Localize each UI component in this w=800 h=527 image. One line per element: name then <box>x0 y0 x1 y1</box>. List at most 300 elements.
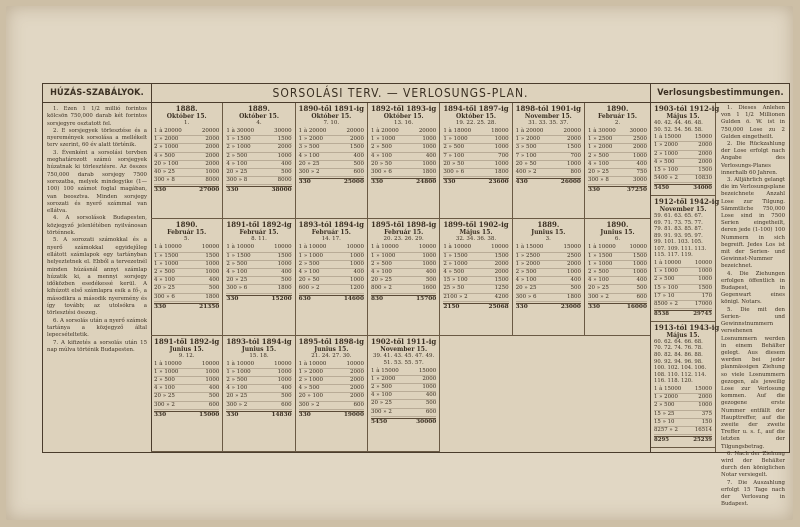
prize-row <box>154 377 219 385</box>
prize-row <box>154 153 219 161</box>
draw-date: Október 15. <box>239 113 279 120</box>
prize-rows <box>588 244 647 301</box>
draw-years: 1893-tól 1894-ig <box>298 220 364 230</box>
prize-row <box>371 409 436 417</box>
prize-count: 1 à 10000 <box>370 244 399 251</box>
prize-total: 400 <box>636 160 647 167</box>
prize-count: 1 » 1000 <box>226 368 251 375</box>
prize-total: 10000 <box>491 244 509 251</box>
total-amount: 19000 <box>343 411 364 418</box>
draw-cell <box>368 336 440 452</box>
draw-date: Május 15. <box>459 229 493 237</box>
draw-total <box>588 303 647 312</box>
prize-total: 1000 <box>349 277 364 284</box>
draw-numbers: 19. 22. 25. 28. <box>455 120 497 126</box>
prize-count: 300 » 6 <box>154 293 175 300</box>
draw-total <box>588 186 647 195</box>
prize-row <box>443 144 508 152</box>
prize-total: 1000 <box>277 260 292 267</box>
prize-total: 10000 <box>274 360 292 367</box>
prize-total: 600 <box>636 293 647 300</box>
prize-row <box>443 269 508 277</box>
prize-row <box>371 392 436 400</box>
prize-row <box>654 134 712 142</box>
prize-count: 1 à 18000 <box>443 128 472 134</box>
prize-total: 400 <box>281 268 292 275</box>
prize-row <box>654 276 712 284</box>
prize-total: 18000 <box>491 128 509 134</box>
prize-total: 500 <box>208 285 220 292</box>
prize-total: 1500 <box>494 252 509 259</box>
prize-row <box>226 277 291 285</box>
prize-row <box>299 169 364 177</box>
prize-count: 2 » 500 <box>443 144 465 151</box>
draw-cell <box>151 219 223 335</box>
prize-total: 700 <box>498 152 509 159</box>
prize-count: 1 » 2000 <box>298 368 324 375</box>
prize-count: 20 » 25 <box>370 400 392 407</box>
prize-row <box>516 136 581 144</box>
prize-row <box>588 161 647 169</box>
prize-rows <box>371 128 436 177</box>
draw-years: 1903-tól 1912-ig <box>654 104 720 113</box>
prize-total: 1200 <box>349 285 364 292</box>
draw-cell <box>651 103 720 196</box>
prize-row <box>443 161 508 169</box>
prize-total: 1000 <box>698 276 712 283</box>
draw-years: 1890. <box>606 104 629 113</box>
draw-total <box>516 178 581 187</box>
prize-rows <box>516 244 581 301</box>
prize-row <box>154 402 219 410</box>
prize-count: 2 » 1000 <box>654 150 678 157</box>
prize-row <box>443 294 508 302</box>
prize-row <box>154 261 219 269</box>
prize-count: 1 à 15000 <box>515 244 544 251</box>
total-amount: 14600 <box>343 295 364 302</box>
prize-total: 1000 <box>698 402 712 409</box>
rule-paragraph: 3. Alljährlich gelangt die im Verlosungsplane bezeichnete Anzahl Lose zur Tilgung. Sämmtliche 750,000 Lose sind in 7500 Serien eingetheilt, deren jede (1-100) 100 Nummern in sich begreift. Jedes Los ist mit der Serien- und Gewinnst-Nummer bezeichnet. <box>721 177 785 270</box>
prize-count: 15 » 100 <box>654 284 678 291</box>
prize-count: 15 » 10 <box>654 418 675 425</box>
prize-row <box>154 136 219 144</box>
prize-count: 2 » 1000 <box>226 144 251 151</box>
prize-count: 5400 » 2 <box>654 175 678 182</box>
prize-count: 15 » 100 <box>443 277 468 284</box>
prize-rows <box>371 368 436 417</box>
prize-total: 1500 <box>205 252 220 259</box>
prize-count: 4 » 100 <box>370 152 392 159</box>
prize-total: 500 <box>281 169 292 176</box>
draw-date: Október 15. <box>383 113 424 120</box>
draw-date: Október 15. <box>311 113 352 120</box>
draw-years: 1913-tól 1943-ig <box>654 322 720 332</box>
prize-total: 10000 <box>274 244 292 251</box>
prize-row <box>226 377 291 385</box>
prize-row <box>154 294 219 302</box>
total-amount: 29745 <box>693 311 712 318</box>
prize-count: 1 » 1000 <box>154 260 179 267</box>
prize-row <box>226 402 291 410</box>
prize-count: 1 » 1000 <box>154 368 179 375</box>
prize-total: 10000 <box>694 260 712 267</box>
prize-count: 1 à 10000 <box>443 244 472 251</box>
prize-total: 1800 <box>494 169 509 176</box>
rule-paragraph: 2. Die Rückzahlung der Lose erfolgt nach Angabe des Verlosungs-Planes innerhalb 60 Jahren. <box>721 141 785 176</box>
prize-count: 1 à 10000 <box>298 244 327 251</box>
draw-cell <box>151 336 223 452</box>
prize-count: 1 » 1500 <box>226 252 251 259</box>
draw-total <box>299 178 364 187</box>
prize-count: 1 » 2500 <box>515 252 540 259</box>
prize-rows <box>154 361 219 410</box>
total-lots: 330 <box>226 295 239 302</box>
prize-count: 2 » 1000 <box>154 144 179 151</box>
draw-cell <box>585 219 650 335</box>
prize-total: 600 <box>281 401 292 408</box>
draw-years: 1889. <box>537 220 560 230</box>
prize-total: 1600 <box>422 285 437 292</box>
draw-total <box>226 411 291 420</box>
prize-row <box>299 361 364 369</box>
prize-count: 300 » 2 <box>226 401 248 408</box>
prize-total: 1500 <box>566 144 581 151</box>
prize-rows <box>443 244 508 301</box>
prize-row <box>226 369 291 377</box>
prize-count: 4 » 100 <box>154 385 175 392</box>
prize-row <box>226 285 291 293</box>
prize-total: 10000 <box>346 244 364 251</box>
prize-total: 1500 <box>698 284 712 291</box>
prize-row <box>154 285 219 293</box>
rules-column-hungarian <box>43 84 152 452</box>
total-amount: 25000 <box>343 179 364 186</box>
prize-count: 1 à 10000 <box>226 244 255 251</box>
draw-years: 1890. <box>606 220 629 230</box>
prize-count: 3 » 500 <box>515 144 537 151</box>
prize-total: 1000 <box>494 136 509 143</box>
prize-row <box>154 361 219 369</box>
prize-row <box>299 153 364 161</box>
prize-count: 7 » 100 <box>515 152 537 159</box>
prize-row <box>371 136 436 144</box>
prize-row <box>299 136 364 144</box>
prize-count: 20 » 25 <box>587 285 609 292</box>
prize-total: 10000 <box>629 244 647 251</box>
draw-date: Junius 15. <box>241 345 277 353</box>
prize-row <box>371 384 436 392</box>
total-lots: 330 <box>370 179 384 186</box>
plan-column <box>151 84 650 452</box>
total-lots: 330 <box>154 411 167 418</box>
draw-years: 1889. <box>248 104 270 113</box>
prize-total: 2000 <box>349 368 364 375</box>
prize-row <box>299 402 364 410</box>
prize-total: 15000 <box>418 367 437 374</box>
prize-row <box>588 253 647 261</box>
prize-count: 2 » 1000 <box>298 377 324 384</box>
prize-total: 400 <box>425 152 437 159</box>
prize-count: 4 » 100 <box>298 268 320 275</box>
prize-count: 4 » 500 <box>154 152 175 159</box>
prize-count: 1 » 1500 <box>226 136 251 143</box>
prize-row <box>371 368 436 376</box>
total-amount: 34000 <box>693 185 712 192</box>
prize-total: 2000 <box>698 394 712 401</box>
prize-total: 15000 <box>694 134 712 141</box>
prize-row <box>654 419 712 427</box>
prize-row <box>443 136 508 144</box>
prize-row <box>371 144 436 152</box>
rule-paragraph: 1. Dieses Anlehen von 1 1/2 Millionen Gulden ö. W. ist in 750,000 Lose zu 2 Gulden eingetheilt. <box>721 105 785 140</box>
prize-total: 400 <box>208 277 220 284</box>
draw-total <box>443 178 508 187</box>
prize-count: 1 » 2500 <box>587 136 613 143</box>
prize-count: 2 » 500 <box>515 268 537 275</box>
draw-years: 1888. <box>175 104 198 113</box>
draw-date: November 15. <box>659 205 707 213</box>
draw-years: 1895-től 1898-ig <box>298 336 364 346</box>
prize-count: 4 » 500 <box>298 385 320 392</box>
prize-count: 4 » 100 <box>587 160 609 167</box>
prize-count: 4 » 100 <box>226 160 248 167</box>
prize-row <box>299 369 364 377</box>
prize-total: 1500 <box>633 252 647 259</box>
prize-row <box>371 153 436 161</box>
draw-numbers: 4. <box>256 120 262 126</box>
prize-total: 400 <box>353 152 364 159</box>
draw-cell <box>585 103 650 219</box>
prize-total: 2000 <box>422 375 437 382</box>
prize-total: 2000 <box>205 136 220 143</box>
draw-years: 1892-től 1893-ig <box>370 104 437 113</box>
total-lots: 330 <box>515 303 528 310</box>
prize-count: 20 » 50 <box>515 160 537 167</box>
total-lots: 2150 <box>443 303 460 310</box>
prize-count: 4 » 100 <box>226 385 248 392</box>
prize-total: 750 <box>636 169 647 176</box>
prize-count: 4 » 100 <box>370 268 392 275</box>
prize-total: 2000 <box>205 160 220 167</box>
draw-years: 1894-től 1897-ig <box>443 104 509 113</box>
prize-count: 1 » 1000 <box>298 252 324 259</box>
prize-total: 1000 <box>422 160 437 167</box>
prize-total: 2500 <box>633 136 647 143</box>
plan-late-draws <box>651 103 720 452</box>
prize-row <box>226 169 291 177</box>
prize-row <box>654 386 712 394</box>
prize-row <box>588 277 647 285</box>
total-lots: 330 <box>587 187 601 194</box>
prize-count: 4 » 500 <box>654 158 675 165</box>
prize-row <box>154 369 219 377</box>
prize-total: 2000 <box>698 158 712 165</box>
prize-total: 8000 <box>277 177 292 184</box>
rules-title-hungarian: HÚZÁS-SZABÁLYOK. <box>43 84 151 103</box>
draw-years: 1891-től 1892-ig <box>226 220 292 230</box>
draw-numbers: 13. 16. <box>394 120 414 126</box>
prize-row <box>154 385 219 393</box>
rule-paragraph: 1. Ezen 1 1/2 millió forintos kölcsön 750,000 darab két forintos sorsjegyre osztatott fel. <box>47 106 147 127</box>
prize-count: 1 » 1000 <box>587 260 613 267</box>
plan-grid <box>151 103 650 452</box>
prize-count: 20 » 25 <box>226 169 248 176</box>
prize-row <box>516 144 581 152</box>
prize-rows <box>516 128 581 177</box>
prize-count: 20 » 25 <box>154 285 175 292</box>
draw-cell <box>440 219 512 335</box>
prize-total: 500 <box>281 393 292 400</box>
draw-total <box>299 411 364 420</box>
prize-total: 600 <box>425 408 437 415</box>
prize-total: 8000 <box>205 177 220 184</box>
prize-total: 3000 <box>633 177 647 184</box>
prize-row <box>299 269 364 277</box>
prize-rows <box>588 128 647 185</box>
prize-count: 1 » 1000 <box>370 252 396 259</box>
prize-count: 300 » 2 <box>587 293 609 300</box>
prize-count: 2 » 500 <box>370 144 392 151</box>
prize-total: 2000 <box>566 260 581 267</box>
prize-row <box>299 377 364 385</box>
prize-total: 2000 <box>633 144 647 151</box>
prize-row <box>516 128 581 136</box>
prize-total: 1000 <box>633 152 647 159</box>
rules-title-german: Verlosungsbestimmungen. <box>651 84 790 103</box>
prize-row <box>371 376 436 384</box>
prize-total: 2500 <box>566 252 581 259</box>
draw-cell <box>651 322 720 448</box>
prize-row <box>588 128 647 136</box>
prize-total: 15000 <box>563 244 581 251</box>
prize-count: 800 » 2 <box>370 285 392 292</box>
prize-rows <box>299 128 364 177</box>
prize-row <box>516 285 581 293</box>
total-amount: 38000 <box>271 187 292 194</box>
prize-total: 2000 <box>349 393 364 400</box>
draw-numbers: 32. 34. 36. 38. <box>455 236 497 243</box>
prize-count: 1 à 15000 <box>370 367 399 374</box>
prize-row <box>443 253 508 261</box>
prize-total: 1000 <box>422 384 437 391</box>
prize-total: 600 <box>353 401 364 408</box>
prize-count: 4 » 100 <box>587 277 609 284</box>
draw-years: 1893-tól 1894-ig <box>226 336 292 346</box>
prize-row <box>654 411 712 419</box>
prize-row <box>588 261 647 269</box>
draw-years: 1898-tól 1901-ig <box>515 104 581 113</box>
prize-count: 300 » 6 <box>515 293 537 300</box>
prize-count: 2 » 500 <box>298 260 320 267</box>
total-amount: 14830 <box>271 411 292 418</box>
prize-total: 1000 <box>494 160 509 167</box>
draw-numbers: 6. <box>614 236 621 243</box>
total-amount: 26000 <box>560 179 581 186</box>
draw-date: Junius 15. <box>531 229 566 237</box>
prize-count: 400 » 2 <box>515 169 537 176</box>
prize-total: 1500 <box>349 144 364 151</box>
prize-count: 20 » 25 <box>370 277 392 284</box>
prize-count: 1 à 10000 <box>154 360 182 367</box>
prize-row <box>371 285 436 293</box>
prize-count: 20 » 25 <box>587 169 609 176</box>
prize-rows <box>226 361 291 410</box>
draw-date: Május 15. <box>666 331 700 339</box>
prize-row <box>226 153 291 161</box>
draw-date: Február 15. <box>239 229 279 237</box>
prize-total: 400 <box>353 268 364 275</box>
total-amount: 15000 <box>199 411 220 418</box>
draw-total <box>371 295 436 304</box>
document-paper <box>6 6 793 520</box>
total-lots: 330 <box>226 187 239 194</box>
draw-numbers: 2. <box>614 120 621 126</box>
draw-date: Junius 15. <box>169 345 204 353</box>
draw-date: Junius 15. <box>600 229 635 237</box>
prize-total: 1800 <box>205 293 220 300</box>
prize-row <box>299 277 364 285</box>
total-lots: 8538 <box>654 311 670 318</box>
prize-total: 20000 <box>418 128 437 134</box>
prize-count: 2 » 500 <box>226 260 248 267</box>
prize-row <box>443 153 508 161</box>
total-lots: 330 <box>226 411 239 418</box>
prize-total: 1000 <box>277 368 292 375</box>
draw-date: Február 15. <box>311 229 351 237</box>
prize-total: 1800 <box>566 293 581 300</box>
draw-date: November 15. <box>524 113 572 120</box>
prize-total: 10000 <box>346 360 364 367</box>
rule-paragraph: 6. Nach der Ziehung wird der Behälter durch den königlichen Notar versiegelt. <box>721 450 785 479</box>
draw-total <box>154 186 219 195</box>
prize-total: 400 <box>570 277 581 284</box>
prize-total: 2000 <box>349 385 364 392</box>
draw-numbers: 20. 23. 26. 29. <box>383 236 424 243</box>
prize-rows <box>226 128 291 185</box>
draw-years: 1895-től 1898-ig <box>370 220 437 230</box>
prize-row <box>654 394 712 402</box>
total-lots: 330 <box>443 179 456 186</box>
prize-total: 400 <box>281 160 292 167</box>
prize-total: 500 <box>425 400 437 407</box>
draw-numbers: 60. 62. 64. 66. 68. 70. 72. 74. 76. 78. 80. 82. 84. 86. 88. 90. 92. 94. 96. 98. 100. 102. 104. 106. 108. 110. 112. 114. 116. 118. 120. <box>654 338 707 385</box>
total-lots: 630 <box>298 295 311 302</box>
draw-cell <box>296 103 368 219</box>
prize-count: 300 » 6 <box>443 169 465 176</box>
prize-row <box>654 285 712 293</box>
prize-row <box>654 167 712 175</box>
prize-count: 15 » 25 <box>654 410 675 417</box>
prize-total: 1250 <box>494 285 509 292</box>
prize-row <box>226 161 291 169</box>
prize-total: 1000 <box>566 160 581 167</box>
total-lots: 5450 <box>654 185 670 192</box>
prize-total: 20000 <box>346 128 364 134</box>
total-amount: 21350 <box>199 303 220 310</box>
rule-paragraph: 3. Évenként a sorsolási tervben meghatározott számú sorsjegyek húzatnak ki törlesztésre. Az összes 750,000 darab sorsjegy 7500 sorozatba, melyek mindegyike (1—100) 100 számot foglal magában, van beosztva. Minden sorsjegy sorozati és nyerő számmal van ellátva. <box>47 149 147 215</box>
prize-row <box>588 177 647 185</box>
prize-total: 800 <box>570 169 581 176</box>
prize-count: 25 » 50 <box>443 285 465 292</box>
prize-row <box>226 385 291 393</box>
prize-count: 1 » 2000 <box>515 260 540 267</box>
rule-paragraph: 6. A sorsolás után a nyerő számok tartánya a közjegyző által lepecsételtetik. <box>47 317 147 339</box>
draw-numbers: 59. 61. 63. 65. 67. 69. 71. 73. 75. 77. 79. 81. 83. 85. 87. 89. 91. 93. 95. 97. 99. 101. 103. 105. 107. 109. 111. 113. 115. 117. 119. <box>654 212 707 259</box>
prize-count: 4 » 100 <box>154 277 175 284</box>
prize-total: 10830 <box>694 175 712 182</box>
prize-total: 500 <box>353 160 364 167</box>
prize-total: 375 <box>701 410 712 417</box>
